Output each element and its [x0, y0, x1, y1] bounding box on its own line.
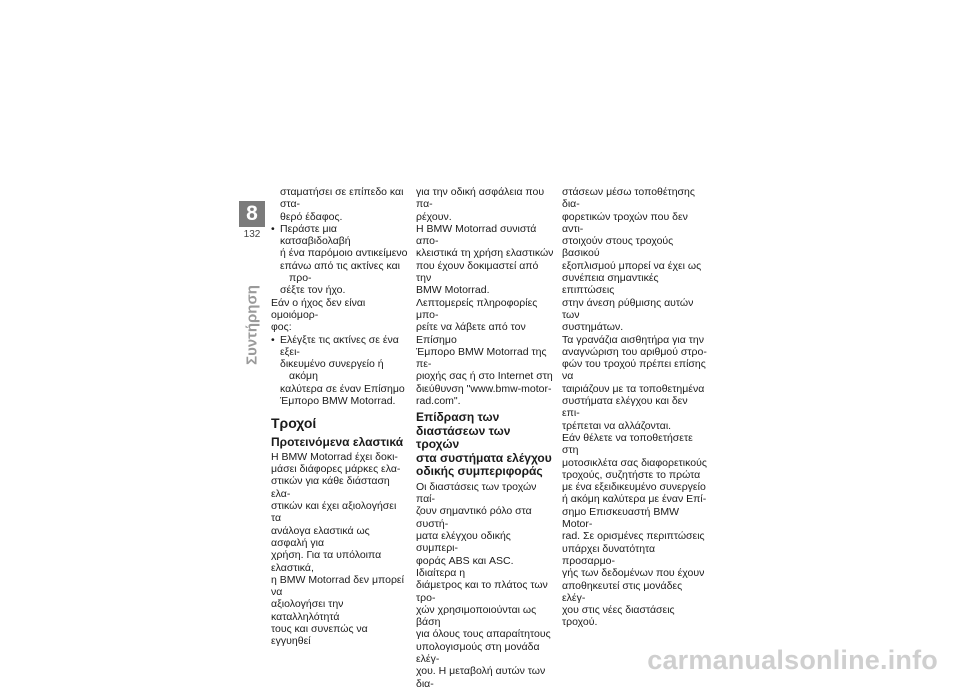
text-line: για όλους τους απαραίτητους	[416, 628, 551, 641]
text-line: συνέπεια σημαντικές επιπτώσεις	[562, 272, 659, 297]
text-line: διάμετρος και το πλάτος των τρο-	[416, 579, 548, 604]
text-line: ή ένα παρόμοιο αντικείμενο	[280, 247, 408, 260]
bullet-item	[271, 223, 409, 297]
text-line: ή ακόμη καλύτερα με έναν Επί-	[562, 493, 707, 506]
text-column-2	[416, 186, 554, 690]
text-line: που έχουν δοκιμαστεί από την	[416, 259, 539, 285]
text-line: εξοπλισμού μπορεί να έχει ως	[562, 259, 702, 272]
text-line: στάσεων μέσω τοποθέτησης δια-	[562, 186, 695, 211]
text-line: διεύθυνση "www.bmw-motor-	[416, 382, 552, 395]
text-line: αναγνώριση του αριθμού στρο-	[562, 345, 707, 358]
text-line: φών του τροχού πρέπει επίσης να	[562, 358, 706, 383]
paragraph	[271, 451, 409, 648]
text-line: τροχούς, συζητήστε το πρώτα	[562, 468, 701, 481]
text-line: ταιριάζουν με τα τοποθετημένα	[562, 382, 705, 395]
paragraph	[562, 186, 707, 629]
text-line: μοτοσικλέτα σας διαφορετικούς	[562, 456, 707, 469]
text-line: Λεπτομερείς πληροφορίες μπο-	[416, 296, 538, 321]
subsection-heading: Προτεινόμενα ελαστικά	[271, 435, 404, 450]
heading-line: Επίδραση των	[416, 410, 500, 425]
text-line: τρέπεται να αλλάζονται.	[562, 419, 672, 432]
text-line: rad.com".	[416, 395, 461, 408]
text-line: τους και συνεπώς να εγγυηθεί	[271, 623, 368, 648]
text-column-1	[271, 186, 409, 648]
text-line: μάσει διάφορες μάρκες ελα-	[271, 463, 401, 476]
paragraph	[416, 186, 554, 407]
heading-line: οδικής συμπεριφοράς	[416, 464, 543, 479]
paragraph-continuation	[271, 186, 409, 223]
text-line: επάνω από τις ακτίνες και προ-	[280, 259, 400, 285]
text-line: χου στις νέες διαστάσεις τροχού.	[562, 604, 675, 629]
text-line: Οι διαστάσεις των τροχών παί-	[416, 480, 537, 506]
heading-line: στα συστήματα ελέγχου	[416, 450, 552, 465]
text-line: BMW Motorrad.	[416, 284, 490, 297]
text-line: ριοχής σας ή στο Internet στη	[416, 370, 553, 383]
text-column-3	[562, 186, 707, 629]
paragraph	[271, 297, 409, 334]
chapter-number-tab: 8	[239, 201, 265, 227]
text-line: δικευμένο συνεργείο ή ακόμη	[280, 358, 384, 383]
text-line: rad. Σε ορισμένες περιπτώσεις	[562, 530, 705, 543]
text-line: γής των δεδομένων που έχουν	[562, 567, 705, 580]
page-number: 132	[243, 229, 261, 240]
text-line: Εάν ο ήχος δεν είναι ομοιόμορ-	[271, 296, 366, 321]
text-line: Τα γρανάζια αισθητήρα για την	[562, 333, 704, 346]
text-line: Η BMW Motorrad συνιστά απο-	[416, 222, 537, 248]
text-line: σέξτε τον ήχο.	[280, 284, 346, 297]
bullet-dot-icon: •	[271, 222, 275, 235]
text-line: στικών για κάθε διάσταση ελα-	[271, 475, 390, 500]
text-line: θερό έδαφος.	[280, 210, 343, 223]
text-line: ζουν σημαντικό ρόλο στα συστή-	[416, 505, 532, 530]
text-line: χρήση. Για τα υπόλοιπα ελαστικά,	[271, 549, 382, 574]
text-line: χου. Η μεταβολή αυτών των δια-	[416, 665, 546, 690]
text-line: με ένα εξειδικευμένο συνεργείο	[562, 481, 706, 494]
text-line: φοράς ABS και ASC. Ιδιαίτερα η	[416, 554, 514, 579]
subsection-heading	[416, 411, 554, 479]
text-line: στοιχούν στους τροχούς βασικού	[562, 235, 674, 260]
text-line: συστημάτων.	[562, 321, 624, 334]
text-line: υπάρχει δυνατότητα προσαρμο-	[562, 542, 656, 567]
text-line: κλειστικά τη χρήση ελαστικών	[416, 247, 554, 260]
paragraph	[416, 481, 554, 690]
section-title-vertical: Συντήρηση	[243, 285, 261, 365]
text-line: χών χρησιμοποιούνται ως βάση	[416, 603, 537, 629]
text-line: ματα ελέγχου οδικής συμπερι-	[416, 530, 511, 555]
text-line: καλύτερα σε έναν Επίσημο	[280, 382, 405, 395]
text-line: υπολογισμούς στη μονάδα ελέγ-	[416, 640, 540, 665]
text-line: Ελέγξτε τις ακτίνες σε ένα εξει-	[280, 333, 399, 358]
text-line: φος:	[271, 321, 292, 334]
bullet-item	[271, 334, 409, 408]
text-line: αξιολογήσει την καταλληλότητά	[271, 598, 344, 623]
text-line: φορετικών τροχών που δεν αντι-	[562, 210, 688, 235]
section-heading: Τροχοί	[271, 415, 317, 432]
text-line: ανάλογα ελαστικά ως ασφαλή για	[271, 524, 370, 549]
text-line: Περάστε μια κατσαβιδολαβή	[280, 222, 351, 248]
text-line: στικών και έχει αξιολογήσει τα	[271, 500, 397, 525]
text-line: η BMW Motorrad δεν μπορεί να	[271, 573, 404, 599]
text-line: Η BMW Motorrad έχει δοκι-	[271, 450, 398, 463]
watermark-text: carmanualsonline.info	[647, 645, 938, 675]
text-line: ρέχουν.	[416, 210, 452, 223]
bullet-dot-icon: •	[271, 333, 275, 346]
text-line: συστήματα ελέγχου και δεν επι-	[562, 395, 688, 420]
text-line: αποθηκευτεί στις μονάδες ελέγ-	[562, 579, 683, 604]
text-line: Έμπορο BMW Motorrad.	[280, 395, 396, 408]
text-line: σημο Επισκευαστή BMW Motor-	[562, 505, 679, 531]
text-line: Εάν θέλετε να τοποθετήσετε στη	[562, 431, 693, 457]
text-line: για την οδική ασφάλεια που πα-	[416, 186, 545, 211]
text-line: σταματήσει σε επίπεδο και στα-	[280, 186, 404, 211]
text-line: ρείτε να λάβετε από τον Επίσημο	[416, 321, 526, 346]
heading-line: διαστάσεων των τροχών	[416, 423, 511, 452]
text-line: Έμπορο BMW Motorrad της πε-	[416, 345, 547, 371]
text-line: στην άνεση ρύθμισης αυτών των	[562, 296, 694, 321]
